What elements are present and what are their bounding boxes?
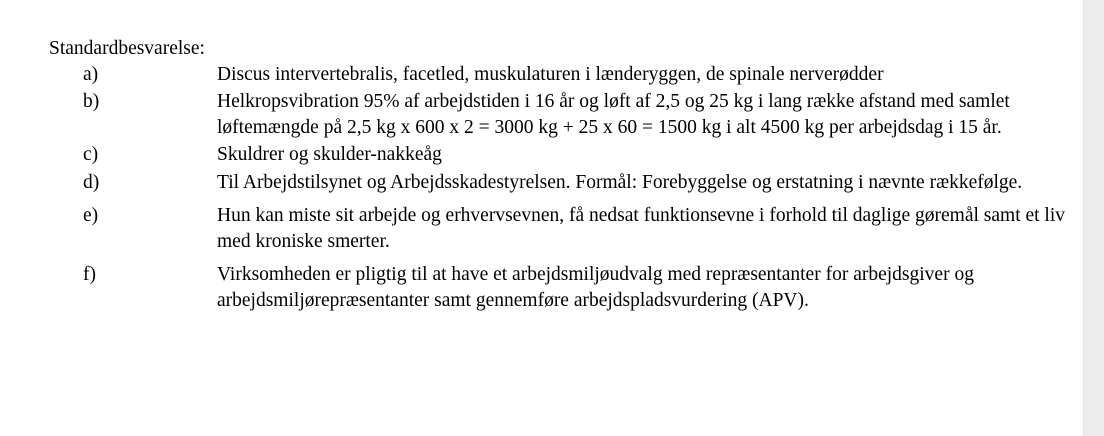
answer-marker-f: f) <box>83 264 96 285</box>
answer-text-e: Hun kan miste sit arbejde og erhvervsevnen, få nedsat funktionsevne i forhold til daglige gøremål samt et liv med kroniske smerter. <box>217 205 1066 252</box>
answer-item-c <box>49 142 1069 168</box>
scrollbar-gutter[interactable] <box>1083 0 1104 436</box>
document-body <box>49 36 1069 315</box>
answer-text-b: Helkropsvibration 95% af arbejdstiden i 16 år og løft af 2,5 og 25 kg i lang række afstand med samlet løftemængde på 2,5 kg x 600 x 2 = 3000 kg + 25 x 60 = 1500 kg i alt 4500 kg per arbejdsdag i 15 år. <box>217 91 1010 138</box>
answer-item-d <box>49 170 1069 196</box>
document-heading: Standardbesvarelse: <box>49 38 205 59</box>
answer-marker-a: a) <box>83 63 99 85</box>
answer-marker-d: d) <box>83 171 100 193</box>
answer-text-c: Skuldrer og skulder-nakkeåg <box>217 144 442 165</box>
answer-marker-c: c) <box>83 144 99 165</box>
answer-text-a: Discus intervertebralis, facetled, muskulaturen i lænderyggen, de spinale nerverødder <box>217 63 884 85</box>
answer-item-f <box>49 262 1069 313</box>
answer-marker-b: b) <box>83 91 100 112</box>
answer-marker-e: e) <box>83 205 99 226</box>
answer-text-d: Til Arbejdstilsynet og Arbejdsskadestyrelsen. Formål: Forebyggelse og erstatning i nævnte rækkefølge. <box>217 171 1023 193</box>
answer-item-b <box>49 89 1069 140</box>
answer-text-f: Virksomheden er pligtig til at have et arbejdsmiljøudvalg med repræsentanter for arbejdsgiver og arbejdsmiljørepræsentanter samt gennemføre arbejdspladsvurdering (APV). <box>217 264 974 311</box>
answer-item-e <box>49 203 1069 254</box>
answer-item-a <box>49 62 1069 88</box>
answer-list <box>49 62 1069 314</box>
